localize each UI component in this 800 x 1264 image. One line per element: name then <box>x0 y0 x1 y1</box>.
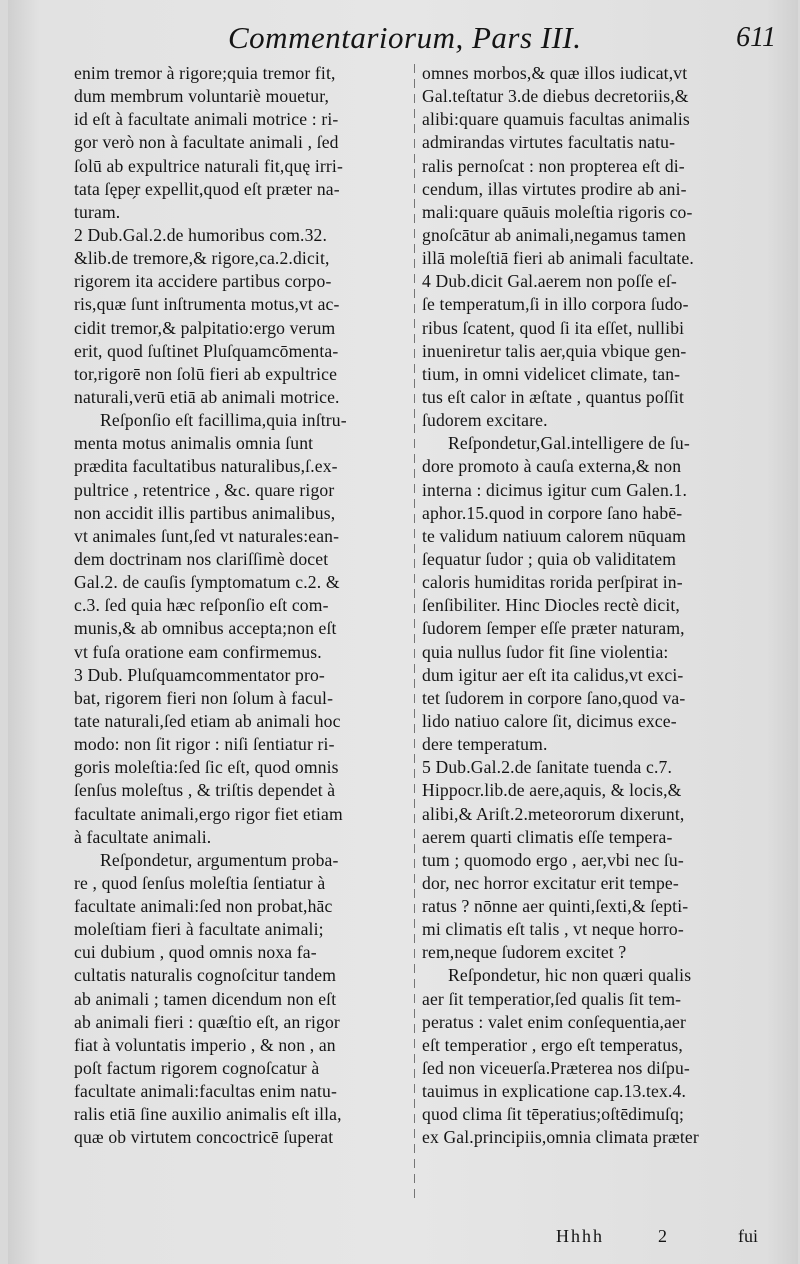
text-line: ſolū ab expultrice naturali fit,quę irri- <box>74 155 343 176</box>
text-line: munis,& ab omnibus accepta;non eſt <box>74 618 337 639</box>
text-line: ſudorem ſemper eſſe præter naturam, <box>422 618 685 639</box>
text-line: cidit tremor,& palpitatio:ergo verum <box>74 317 336 338</box>
text-line: ſenſibiliter. Hinc Diocles rectè dicit, <box>422 595 680 616</box>
left-text-column <box>74 62 409 1150</box>
text-line: ris,quæ ſunt inſtrumenta motus,vt ac- <box>74 294 340 315</box>
running-head <box>8 14 798 62</box>
text-line: aphor.15.quod in corpore ſano habē- <box>422 502 683 523</box>
text-line: dem doctrinam nos clariſſimè docet <box>74 548 329 569</box>
text-line: facultate animali:ſed non probat,hāc <box>74 896 333 917</box>
text-line: ſed non viceuerſa.Præterea nos diſpu- <box>422 1058 690 1079</box>
text-line: facultate animali:facultas enim natu- <box>74 1081 337 1102</box>
text-line: lido natiuo calore ſit, dicimus exce- <box>422 710 677 731</box>
text-line: tate naturali,ſed etiam ab animali hoc <box>74 710 341 731</box>
text-line: pultrice , retentrice , &c. quare rigor <box>74 479 335 500</box>
text-line: mi climatis eſt talis , vt neque horro- <box>422 919 684 940</box>
text-line: interna : dicimus igitur cum Galen.1. <box>422 479 687 500</box>
text-line: ralis pernoſcat : non propterea eſt di- <box>422 155 685 176</box>
text-line: turam. <box>74 201 121 222</box>
text-line: Gal.teſtatur 3.de diebus decretoriis,& <box>422 86 689 107</box>
text-line: 4 Dub.dicit Gal.aerem non poſſe eſ- <box>422 271 677 292</box>
text-line: ribus ſcatent, quod ſi ita eſſet, nullibi <box>422 317 685 338</box>
text-line: alibi:quare quamuis facultas animalis <box>422 109 690 130</box>
column-divider <box>414 64 415 1200</box>
text-line: vt fuſa oratione eam confirmemus. <box>74 641 322 662</box>
text-line: rem,neque ſudorem excitet ? <box>422 942 627 963</box>
text-line: menta motus animalis omnia ſunt <box>74 433 314 454</box>
text-line: Gal.2. de cauſis ſymptomatum c.2. & <box>74 572 340 593</box>
text-line: dore promoto à cauſa externa,& non <box>422 456 682 477</box>
text-line: Reſpondetur, hic non quæri qualis <box>448 965 692 986</box>
text-line: gor verò non à facultate animali , ſed <box>74 132 339 153</box>
text-line: te validum natiuum calorem nūquam <box>422 525 686 546</box>
text-line: Reſpondetur, argumentum proba- <box>100 849 339 870</box>
text-line: aer ſit temperatior,ſed qualis ſit tem- <box>422 988 682 1009</box>
text-line: dere temperatum. <box>422 734 548 755</box>
text-line: naturali,verū etiā ab animali motrice. <box>74 386 340 407</box>
text-line: tet ſudorem in corpore ſano,quod va- <box>422 687 686 708</box>
text-line: dum igitur aer eſt ita calidus,vt exci- <box>422 664 684 685</box>
text-line: poſt factum rigorem cognoſcatur à <box>74 1058 320 1079</box>
text-line: erit, quod ſuſtinet Pluſquamcōmenta- <box>74 340 339 361</box>
text-line: goris moleſtia:ſed ſic eſt, quod omnis <box>74 757 339 778</box>
text-line: moleſtiam fieri à facultate animali; <box>74 919 324 940</box>
text-line: Hippocr.lib.de aere,aquis, & locis,& <box>422 780 682 801</box>
text-line: non accidit illis partibus animalibus, <box>74 502 336 523</box>
text-line: c.3. ſed quia hæc reſponſio eſt com- <box>74 595 329 616</box>
text-line: Reſponſio eſt facillima,quia inſtru- <box>100 410 347 431</box>
text-line: modo: non ſit rigor : niſi ſentiatur ri- <box>74 734 335 755</box>
text-line: ex Gal.principiis,omnia climata præter <box>422 1127 699 1148</box>
text-line: tauimus in explicatione cap.13.tex.4. <box>422 1081 687 1102</box>
text-line: prædita facultatibus naturalibus,ſ.ex- <box>74 456 338 477</box>
text-line: admirandas virtutes facultatis natu- <box>422 132 676 153</box>
text-line: re , quod ſenſus moleſtia ſentiatur à <box>74 872 326 893</box>
signature-mark: Hhhh <box>556 1226 604 1246</box>
text-line: dor, nec horror excitatur erit tempe- <box>422 872 679 893</box>
text-line: tata ſępe̗r expellit,quod eſt præter na- <box>74 178 340 199</box>
text-line: caloris humiditas rorida perſpirat in- <box>422 572 683 593</box>
text-line: cui dubium , quod omnis noxa fa- <box>74 942 317 963</box>
text-line: tus eſt calor in æſtate , quantus poſſit <box>422 386 685 407</box>
text-line: id eſt à facultate animali motrice : ri- <box>74 109 339 130</box>
page-number: 611 <box>736 22 776 53</box>
text-line: 2 Dub.Gal.2.de humoribus com.32. <box>74 224 328 245</box>
text-line: ralis etiā ſine auxilio animalis eſt illa, <box>74 1104 342 1125</box>
text-line: 3 Dub. Pluſquamcommentator pro- <box>74 664 325 685</box>
text-line: ratus ? nōnne aer quinti,ſexti,& ſepti- <box>422 896 689 917</box>
text-line: inueniretur talis aer,quia vbique gen- <box>422 340 687 361</box>
text-line: eſt temperatior , ergo eſt temperatus, <box>422 1034 683 1055</box>
text-line: quia nullus ſudor fit ſine violentia: <box>422 641 669 662</box>
right-text-column <box>422 62 792 1150</box>
text-line: alibi,& Ariſt.2.meteororum dixerunt, <box>422 803 685 824</box>
text-line: vt animales ſunt,ſed vt naturales:ean- <box>74 525 340 546</box>
text-line: ſudorem excitare. <box>422 410 548 431</box>
text-line: mali:quare quāuis moleſtia rigoris co- <box>422 201 693 222</box>
text-line: dum membrum voluntariè mouetur, <box>74 86 330 107</box>
running-title: Commentariorum, Pars III. <box>228 20 582 55</box>
text-line: quæ ob virtutem concoctricē ſuperat <box>74 1127 334 1148</box>
text-line: gnoſcātur ab animali,negamus tamen <box>422 224 687 245</box>
text-line: bat, rigorem fieri non ſolum à facul- <box>74 687 334 708</box>
text-line: cultatis naturalis cognoſcitur tandem <box>74 965 337 986</box>
text-line: à facultate animali. <box>74 826 212 847</box>
text-line: aerem quarti climatis eſſe tempera- <box>422 826 673 847</box>
text-line: ſe temperatum,ſi in illo corpora ſudo- <box>422 294 689 315</box>
signature-number: 2 <box>658 1226 667 1246</box>
text-line: rigorem ita accidere partibus corpo- <box>74 271 332 292</box>
text-line: fiat à voluntatis imperio , & non , an <box>74 1034 336 1055</box>
catchword: fui <box>738 1226 758 1246</box>
page-footer <box>8 1226 798 1256</box>
text-line: ſequatur ſudor ; quia ob validitatem <box>422 548 677 569</box>
text-line: &lib.de tremore,& rigore,ca.2.dicit, <box>74 248 330 269</box>
text-line: ſenſus moleſtus , & triſtis dependet à <box>74 780 336 801</box>
text-line: enim tremor à rigore;quia tremor fit, <box>74 63 336 83</box>
text-line: ab animali fieri : quæſtio eſt, an rigor <box>74 1011 340 1032</box>
text-line: ab animali ; tamen dicendum non eſt <box>74 988 337 1009</box>
text-line: illā moleſtiā fieri ab animali facultate. <box>422 248 694 269</box>
text-line: facultate animali,ergo rigor fiet etiam <box>74 803 343 824</box>
text-line: tor,rigorē non ſolū fieri ab expultrice <box>74 363 338 384</box>
text-line: 5 Dub.Gal.2.de ſanitate tuenda c.7. <box>422 757 673 778</box>
text-line: omnes morbos,& quæ illos iudicat,vt <box>422 63 688 83</box>
text-line: peratus : valet enim conſequentia,aer <box>422 1011 686 1032</box>
book-page <box>8 0 798 1264</box>
text-line: cendum, illas virtutes prodire ab ani- <box>422 178 687 199</box>
text-line: quod clima ſit tēperatius;oſtēdimuſq; <box>422 1104 685 1125</box>
text-line: tium, in omni videlicet climate, tan- <box>422 363 681 384</box>
text-line: Reſpondetur,Gal.intelligere de ſu- <box>448 433 690 454</box>
text-line: tum ; quomodo ergo , aer,vbi nec ſu- <box>422 849 684 870</box>
